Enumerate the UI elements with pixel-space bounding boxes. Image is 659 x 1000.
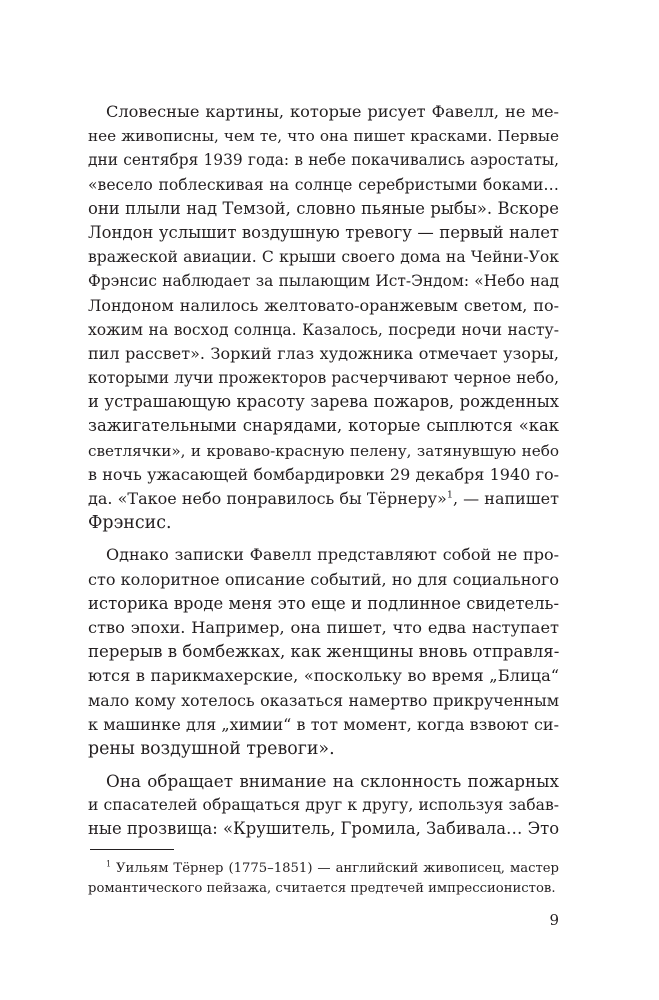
footnote-marker: 1 [106,859,112,869]
text-line: историка вроде меня это еще и подлинное свидетель- [88,593,559,613]
text-line: Лондон услышит воздушную тревогу — первый налет [88,222,559,242]
text-line: «весело поблескивая на солнце серебристыми боками… [88,175,559,194]
text-line-with-footnote [88,487,559,511]
text-line: хожим на восход солнца. Казалось, посреди ночи насту- [88,320,559,339]
footnote-line [88,859,559,879]
text-line: вражеской авиации. С крыши своего дома на Чейни-Уок [88,248,559,267]
text-line: Однако записки Фавелл представляют собой не про- [106,545,559,565]
text-line: и устрашающую красоту зарева пожаров, рожденных [88,392,559,412]
text-line: ются в парикмахерские, «поскольку во время „Блица“ [88,666,559,686]
text-line: Она обращает внимание на склонность пожарных [106,771,559,792]
text-line: Фрэнсис. [88,513,172,534]
text-line: дни сентября 1939 года: в небе покачивались аэростаты, [88,151,559,170]
footnote-divider [90,849,174,850]
text-line: Словесные картины, которые рисует Фавелл, не ме- [106,102,559,121]
footnote-line: романтического пейзажа, считается предтечей импрессионистов. [88,881,556,896]
text-line: сто колоритное описание событий, но для социального [88,569,559,589]
text-line: мало кому хотелось оказаться намертво прикрученным [88,690,559,710]
text-line: которыми лучи прожекторов расчерчивают черное небо, [88,369,559,388]
footnote [88,859,559,899]
text-line: к машинке для „химии“ в тот момент, когда взвоют си- [88,714,559,734]
text-line: они плыли над Темзой, словно пьяные рыбы». Вскоре [88,198,559,218]
text-line: Фрэнсис наблюдает за пылающим Ист-Эндом: «Небо над [88,272,559,291]
text-line: нее живописны, чем те, что она пишет красками. Первые [88,127,559,146]
text-line: рены воздушной тревоги». [88,738,335,759]
text-line: Лондоном налилось желтовато-оранжевым светом, по- [88,295,559,315]
text-line: ство эпохи. Например, она пишет, что едва наступает [88,617,559,637]
text-line: пил рассвет». Зоркий глаз художника отмечает узоры, [88,343,559,363]
text-line: ные прозвища: «Крушитель, Громила, Забивала… Это [88,819,560,839]
text-fragment: да. «Такое небо понравилось бы Тёрнеру» [88,489,447,508]
text-fragment: , — напишет [452,489,560,508]
text-line: и спасателей обращаться друг к другу, используя забав- [88,796,559,815]
body-text [88,100,559,842]
page-number: 9 [549,911,559,929]
footnote-text: Уильям Тёрнер (1775–1851) — английский живописец, мастер [116,861,559,876]
text-line: светлячки», и кроваво-красную пелену, затянувшую небо [88,441,559,460]
text-line: в ночь ужасающей бомбардировки 29 декабря 1940 го- [88,464,559,484]
text-line: зажигательными снарядами, которые сыплются «как [88,416,559,436]
footnote-reference: 1 [446,489,453,501]
text-line: перерыв в бомбежках, как женщины вновь отправля- [88,642,560,662]
